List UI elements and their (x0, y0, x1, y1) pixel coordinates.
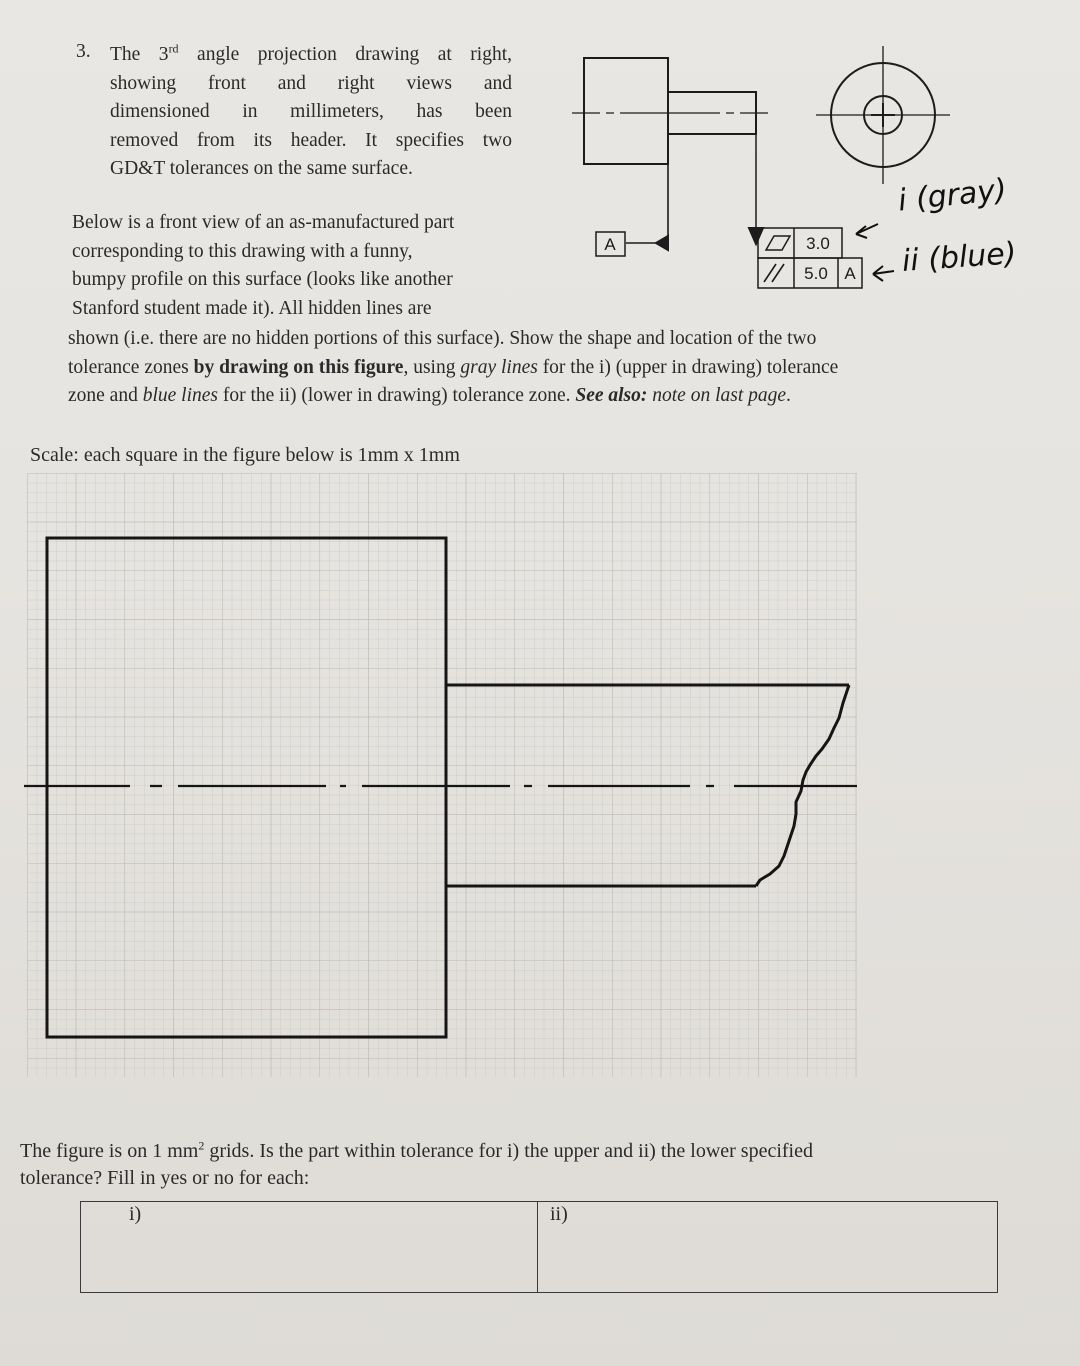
instruction-line: shown (i.e. there are no hidden portions of this surface). Show the shape and location of the two (68, 328, 817, 349)
answer-label-i: i) (129, 1203, 142, 1225)
answer-cell-i[interactable] (81, 1202, 538, 1292)
intro-line: showing front and right views and (110, 72, 512, 94)
question-number: 3. (76, 41, 91, 62)
instruction-line: zone and blue lines for the ii) (lower in drawing) tolerance zone. See also: note on last page. (68, 385, 791, 406)
answer-cell-ii[interactable] (538, 1202, 996, 1292)
answer-table (80, 1201, 998, 1293)
below-line: corresponding to this drawing with a funny, (72, 240, 413, 262)
bottom-question (20, 1138, 1020, 1192)
instruction-line: tolerance zones by drawing on this figure, using gray lines for the i) (upper in drawing) tolerance (68, 356, 839, 378)
grid-major (27, 473, 857, 1077)
bottom-line: tolerance? Fill in yes or no for each: (20, 1167, 310, 1189)
below-line: Stanford student made it). All hidden lines are (72, 297, 432, 319)
answer-label-ii: ii) (550, 1203, 568, 1225)
intro-line: dimensioned in millimeters, has been (110, 101, 512, 122)
below-line: bumpy profile on this surface (looks like another (72, 269, 453, 290)
datum-letter: A (604, 235, 616, 254)
bottom-line: The figure is on 1 $mm^2$ grids. Is the part within tolerance for i) the upper and ii) the lower specified (20, 1138, 813, 1162)
intro-line: GD&T tolerances on the same surface. (110, 158, 413, 179)
handwritten-label-ii: ii (blue) (900, 236, 1018, 279)
parallelism-value: 5.0 (804, 264, 828, 283)
parallelism-datum: A (844, 264, 856, 283)
below-line: Below is a front view of an as-manufactured part (72, 212, 455, 233)
intro-line: removed from its header. It specifies two (110, 129, 512, 151)
scale-note: Scale: each square in the figure below is 1mm x 1mm (30, 444, 460, 466)
handwritten-label-i: i (gray) (896, 172, 1009, 219)
flatness-value: 3.0 (806, 234, 830, 253)
intro-line: The 3rd angle projection drawing at right, (110, 41, 512, 65)
